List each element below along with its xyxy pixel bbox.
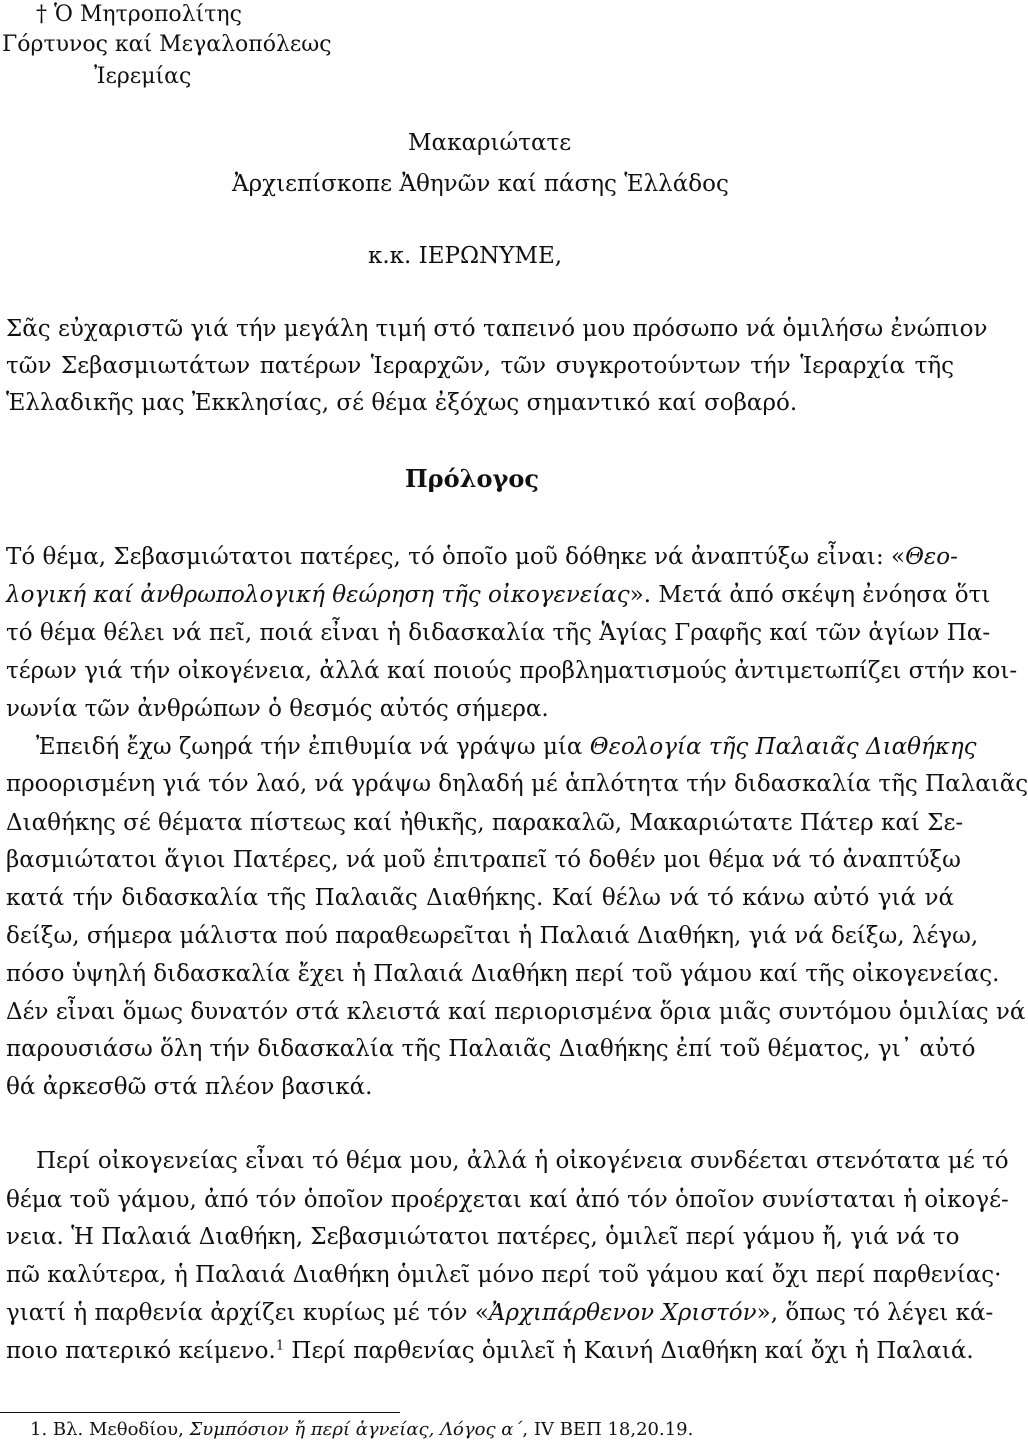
sender-line-3: Ἰερεμίας [94, 64, 192, 89]
paragraph-line: θέμα τοῦ γάμου, ἀπό τόν ὁποῖον προέρχεται καί ἀπό τόν ὁποῖον συνίσταται ἡ οἰκογέ- [6, 1187, 1009, 1213]
section-title: Πρόλογος [405, 464, 539, 493]
paragraph-line [6, 1298, 994, 1328]
paragraph-line: βασμιώτατοι ἅγιοι Πατέρες, νά μοῦ ἐπιτραπεῖ τό δοθέν μοι θέμα νά τό ἀναπτύξω [6, 847, 961, 873]
paragraph-line: Περί οἰκογενείας εἶναι τό θέμα μου, ἀλλά ἡ οἰκογένεια συνδέεται στενότατα μέ τό [36, 1148, 1009, 1174]
paragraph-line: νωνία τῶν ἀνθρώπων ὁ θεσμός αὐτός σήμερα. [6, 696, 549, 722]
paragraph-line: θά ἀρκεσθῶ στά πλέον βασικά. [6, 1074, 373, 1100]
paragraph-line: Δέν εἶναι ὅμως δυνατόν στά κλειστά καί περιορισμένα ὅρια μιᾶς συντόμου ὁμιλίας νά [6, 999, 1026, 1025]
italic-run: Θεο- [905, 544, 958, 570]
sender-line-1: † Ὁ Μητροπολίτης [36, 2, 242, 27]
paragraph-line: τό θέμα θέλει νά πεῖ, ποιά εἶναι ἡ διδασκαλία τῆς Ἁγίας Γραφῆς καί τῶν ἁγίων Πα- [6, 620, 991, 646]
footnote-divider [0, 1412, 400, 1413]
paragraph-line [6, 580, 991, 610]
footnote [30, 1418, 693, 1442]
text-run: γιατί ἡ παρθενία ἀρχίζει κυρίως μέ τόν « [6, 1300, 489, 1326]
text-run: ». Μετά ἀπό σκέψη ἐνόησα ὅτι [629, 582, 991, 608]
addressee-line-3: κ.κ. ΙΕΡΩΝΥΜΕ, [368, 243, 563, 269]
italic-run: Ἀρχιπάρθενον Χριστόν [488, 1300, 757, 1326]
text-run: , IV ΒΕΠ 18,20.19. [522, 1419, 694, 1440]
text-run: 1. Βλ. Μεθοδίου, [30, 1419, 190, 1440]
footnote-marker[interactable]: 1 [275, 1338, 285, 1354]
paragraph-line: τέρων γιά τήν οἰκογένεια, ἀλλά καί ποιούς προβληματισμούς ἀντιμετωπίζει στήν κοι- [6, 658, 1018, 684]
intro-line: Ἑλλαδικῆς μας Ἐκκλησίας, σέ θέμα ἐξόχως σημαντικό καί σοβαρό. [6, 390, 798, 416]
italic-run: Θεολογία τῆς Παλαιᾶς Διαθήκης [589, 734, 977, 760]
paragraph-line: δείξω, σήμερα μάλιστα πού παραθεωρεῖται ἡ Παλαιά Διαθήκη, γιά νά δείξω, λέγω, [6, 923, 979, 949]
intro-line: τῶν Σεβασμιωτάτων πατέρων Ἱεραρχῶν, τῶν συγκροτούντων τήν Ἱεραρχία τῆς [6, 353, 954, 379]
text-run: Τό θέμα, Σεβασμιώτατοι πατέρες, τό ὁποῖο μοῦ δόθηκε νά ἀναπτύξω εἶναι: « [6, 544, 906, 570]
text-run: Περί παρθενίας ὁμιλεῖ ἡ Καινή Διαθήκη καί ὄχι ἡ Παλαιά. [284, 1338, 974, 1364]
addressee-line-2: Ἀρχιεπίσκοπε Ἀθηνῶν καί πάσης Ἑλλάδος [232, 171, 729, 197]
paragraph-line: νεια. Ἡ Παλαιά Διαθήκη, Σεβασμιώτατοι πατέρες, ὁμιλεῖ περί γάμου ἤ, γιά νά το [6, 1224, 960, 1250]
paragraph-line [36, 732, 977, 762]
paragraph-line: προορισμένη γιά τόν λαό, νά γράψω δηλαδή μέ ἁπλότητα τήν διδασκαλία τῆς Παλαιᾶς [6, 771, 1028, 797]
paragraph-line: παρουσιάσω ὅλη τήν διδασκαλία τῆς Παλαιᾶς Διαθήκης ἐπί τοῦ θέματος, γι᾽ αὐτό [6, 1036, 976, 1062]
paragraph-line: Διαθήκης σέ θέματα πίστεως καί ἠθικῆς, παρακαλῶ, Μακαριώτατε Πάτερ καί Σε- [6, 810, 964, 836]
text-run: Ἐπειδή ἔχω ζωηρά τήν ἐπιθυμία νά γράψω μία [36, 734, 590, 760]
paragraph-line [6, 542, 958, 572]
paragraph-line: πῶ καλύτερα, ἡ Παλαιά Διαθήκη ὁμιλεῖ μόνο περί τοῦ γάμου καί ὄχι περί παρθενίας· [6, 1262, 1002, 1288]
paragraph-line: κατά τήν διδασκαλία τῆς Παλαιᾶς Διαθήκης. Καί θέλω νά τό κάνω αὐτό γιά νά [6, 885, 954, 911]
paragraph-line [6, 1336, 974, 1366]
text-run: ποιο πατερικό κείμενο. [6, 1338, 276, 1364]
intro-line: Σᾶς εὐχαριστῶ γιά τήν μεγάλη τιμή στό ταπεινό μου πρόσωπο νά ὁμιλήσω ἐνώπιον [6, 316, 988, 342]
italic-run: λογική καί ἀνθρωπολογική θεώρηση τῆς οἰκογενείας [6, 582, 630, 608]
addressee-line-1: Μακαριώτατε [408, 130, 572, 156]
sender-line-2: Γόρτυνος καί Μεγαλοπόλεως [2, 32, 332, 57]
italic-run: Συμπόσιον ἤ περί ἁγνείας, Λόγος α´ [189, 1419, 523, 1440]
text-run: », ὅπως τό λέγει κά- [756, 1300, 994, 1326]
paragraph-line: πόσο ὑψηλή διδασκαλία ἔχει ἡ Παλαιά Διαθήκη περί τοῦ γάμου καί τῆς οἰκογενείας. [6, 961, 1000, 987]
